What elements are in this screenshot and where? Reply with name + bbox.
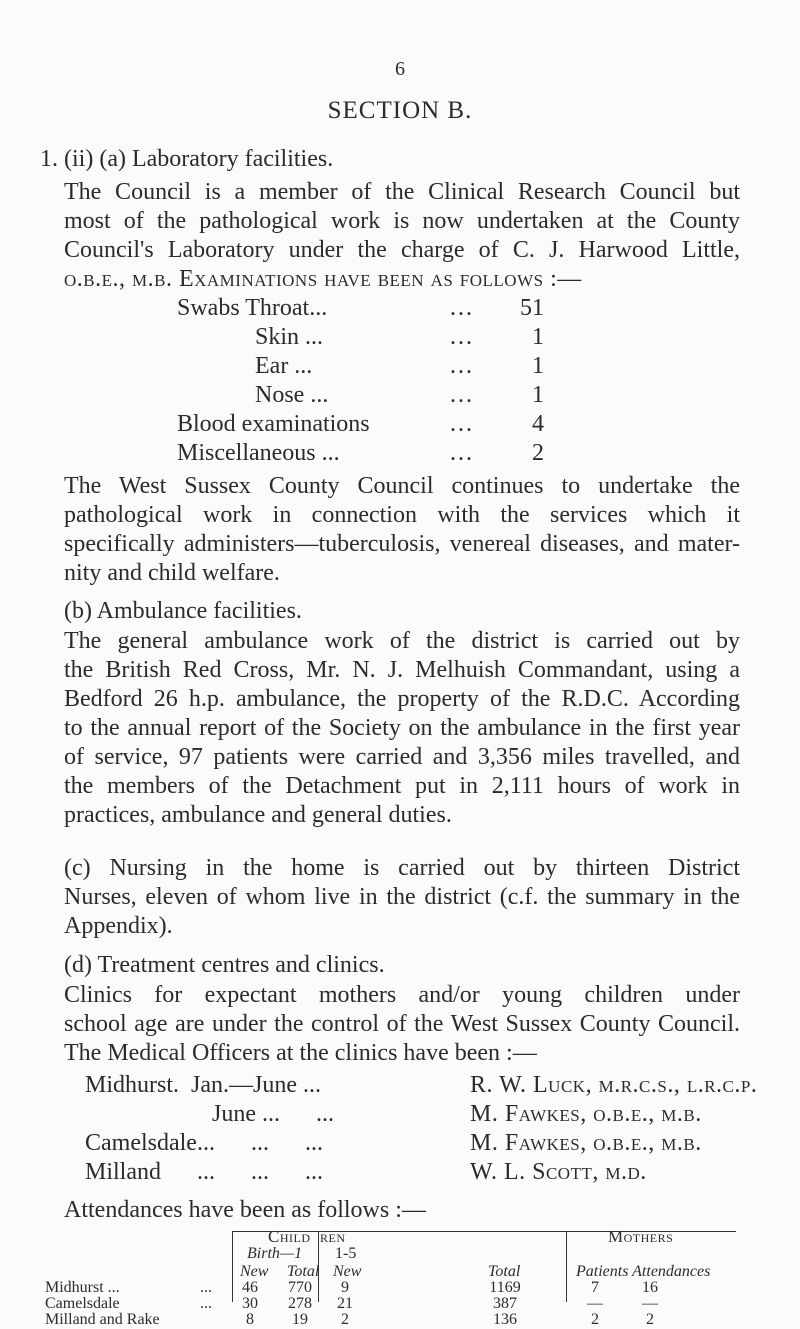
para-line: pathological work in connection with the services which it (64, 502, 740, 528)
para-line: Clinics for expectant mothers and/or young children under (64, 982, 740, 1008)
header-mothers: Mothers (608, 1227, 674, 1246)
heading-laboratory: 1. (ii) (a) Laboratory facilities. (40, 146, 334, 172)
clinic-place: Camelsdale... ... ... (85, 1130, 323, 1156)
row-total-2: 1169 (489, 1279, 521, 1296)
row-total: 278 (288, 1295, 312, 1312)
row-name: Camelsdale (45, 1295, 120, 1312)
exam-value: 4 (532, 411, 544, 437)
para-line: Council's Laboratory under the charge of C. J. Harwood Little, (64, 237, 740, 263)
clinic-place: June ... ... (212, 1101, 334, 1127)
exam-label: Ear ... (255, 353, 313, 379)
para-line: to the annual report of the Society on the ambulance in the first year (64, 715, 740, 741)
row-new: 46 (242, 1279, 258, 1296)
row-attendances: — (642, 1295, 658, 1312)
clinic-officer: R. W. Luck, m.r.c.s., l.r.c.p. (470, 1072, 758, 1098)
clinic-officer: M. Fawkes, o.b.e., m.b. (470, 1101, 702, 1127)
para-line: o.b.e., m.b. Examinations have been as follows :— (64, 266, 582, 292)
row-name: Milland and Rake (45, 1311, 160, 1328)
header-total: Total (287, 1263, 320, 1280)
para-line: (c) Nursing in the home is carried out by thirteen District (64, 855, 740, 881)
para-line: school age are under the control of the West Sussex County Council. (64, 1011, 740, 1037)
para-line: Bedford 26 h.p. ambulance, the property of the R.D.C. According (64, 686, 740, 712)
para-line: the British Red Cross, Mr. N. J. Melhuish Commandant, using a (64, 657, 740, 683)
exam-dots: ... (450, 353, 474, 379)
header-total-2: Total (488, 1263, 521, 1280)
exam-value: 1 (532, 382, 544, 408)
exam-label: Blood examinations (177, 411, 370, 437)
attendances-intro: Attendances have been as follows :— (64, 1197, 426, 1223)
paragraph-clinics (64, 981, 740, 1068)
page-number: 6 (395, 58, 405, 80)
para-line: practices, ambulance and general duties. (64, 802, 452, 828)
exam-dots: ... (450, 440, 474, 466)
header-patients-attendances: Patients Attendances (576, 1263, 711, 1280)
row-dots: ... (200, 1279, 212, 1296)
para-line: The general ambulance work of the district is carried out by (64, 628, 740, 654)
exam-label: Skin ... (255, 324, 324, 350)
section-title: SECTION B. (327, 97, 473, 124)
para-line: of service, 97 patients were carried and 3,356 miles travelled, and (64, 744, 740, 770)
row-total-2: 136 (493, 1311, 517, 1328)
row-total: 770 (288, 1279, 312, 1296)
paragraph-west-sussex (64, 472, 740, 588)
row-attendances: 16 (642, 1279, 658, 1296)
header-new: New (240, 1263, 269, 1280)
row-new: 8 (246, 1311, 254, 1328)
row-patients: 2 (591, 1311, 599, 1328)
exam-dots: ... (450, 382, 474, 408)
heading-ambulance: (b) Ambulance facilities. (64, 598, 302, 624)
row-new: 30 (242, 1295, 258, 1312)
attendances-table (0, 1225, 800, 1328)
exam-label: Miscellaneous ... (177, 440, 340, 466)
row-total: 19 (292, 1311, 308, 1328)
row-attendances: 2 (646, 1311, 654, 1328)
para-line: Appendix). (64, 913, 173, 939)
row-patients: 7 (591, 1279, 599, 1296)
row-patients: — (587, 1295, 603, 1312)
clinic-officer: W. L. Scott, m.d. (470, 1159, 647, 1185)
row-dots: ... (200, 1295, 212, 1312)
header-children-a: Child (268, 1227, 311, 1246)
header-children-b: ren (320, 1227, 346, 1246)
paragraph-laboratory (64, 178, 740, 294)
exam-value: 51 (520, 295, 544, 321)
para-line: The West Sussex County Council continues to undertake the (64, 473, 740, 499)
heading-treatment-centres: (d) Treatment centres and clinics. (64, 952, 385, 978)
para-line: The Council is a member of the Clinical Research Council but (64, 179, 740, 205)
para-line: specifically administers—tuberculosis, venereal diseases, and mater- (64, 531, 740, 557)
row-new-2: 9 (341, 1279, 349, 1296)
exam-dots: ... (450, 295, 474, 321)
row-new-2: 21 (337, 1295, 353, 1312)
para-line: the members of the Detachment put in 2,111 hours of work in (64, 773, 740, 799)
row-new-2: 2 (341, 1311, 349, 1328)
table-divider (566, 1231, 567, 1302)
clinic-place: Midhurst. Jan.—June ... (85, 1072, 321, 1098)
clinic-officer: M. Fawkes, o.b.e., m.b. (470, 1130, 702, 1156)
para-line: most of the pathological work is now undertaken at the County (64, 208, 740, 234)
exam-dots: ... (450, 411, 474, 437)
header-1-5: 1-5 (335, 1245, 357, 1262)
paragraph-ambulance (64, 627, 740, 830)
header-birth: Birth—1 (247, 1245, 303, 1262)
clinic-place: Milland ... ... ... (85, 1159, 323, 1185)
header-new-2: New (333, 1263, 362, 1280)
exam-label: Swabs Throat... (177, 295, 328, 321)
exam-value: 1 (532, 324, 544, 350)
para-line: nity and child welfare. (64, 560, 280, 586)
exam-value: 2 (532, 440, 544, 466)
exam-dots: ... (450, 324, 474, 350)
exam-value: 1 (532, 353, 544, 379)
paragraph-nursing (64, 854, 740, 941)
row-total-2: 387 (493, 1295, 517, 1312)
para-line: Nurses, eleven of whom live in the district (c.f. the summary in the (64, 884, 740, 910)
row-name: Midhurst ... (45, 1279, 120, 1296)
table-divider (232, 1231, 233, 1302)
para-line: The Medical Officers at the clinics have been :— (64, 1040, 537, 1066)
exam-label: Nose ... (255, 382, 329, 408)
